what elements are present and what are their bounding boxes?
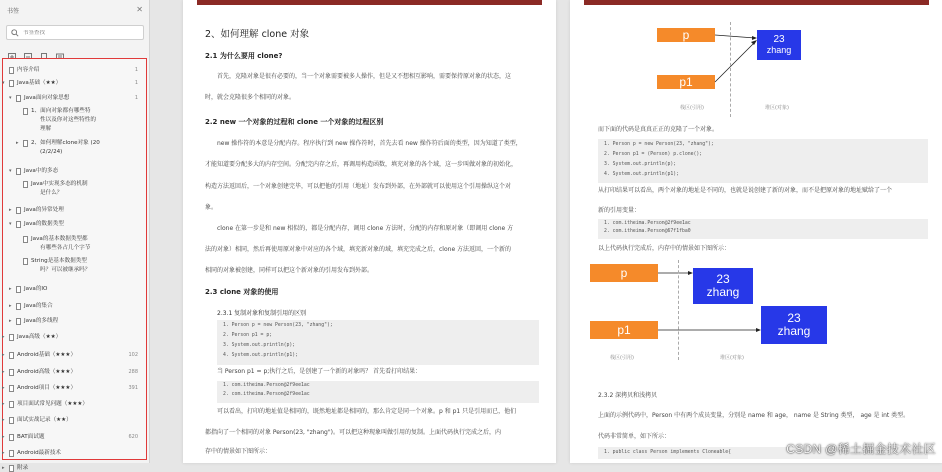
pdf-page-left <box>183 0 556 463</box>
expand-arrow-icon[interactable]: ▸ <box>2 417 5 423</box>
toc-item-label: 内容介绍 <box>17 67 40 73</box>
paragraph-line: 当 Person p1 = p;执行之后，是创建了一个新的对象吗？ 首先看打印结果： <box>217 368 422 375</box>
toc-item-page: 1 <box>134 95 138 101</box>
stack-heap-divider <box>678 260 679 360</box>
page-header-bar <box>584 0 929 5</box>
sidebar-title: 书签 <box>7 8 20 15</box>
toc-item-label: 2、如何理解clone对象 (20 <box>31 140 100 146</box>
toc-item-page: 1 <box>134 67 138 73</box>
collapse-arrow-icon[interactable]: ▾ <box>2 80 5 86</box>
search-icon <box>11 29 19 37</box>
toc-item-label: Android最新技术 <box>17 450 62 456</box>
bookmark-icon <box>9 352 14 359</box>
paragraph-line: 存中的情景如下图所示： <box>205 448 272 455</box>
collapse-arrow-icon[interactable]: ▾ <box>9 221 12 227</box>
toc-item-label: Java的多线程 <box>24 318 59 324</box>
toc-item-label: 1、面向对象都有哪些特 <box>31 108 91 114</box>
object-box <box>757 30 801 60</box>
bookmark-icon <box>16 95 21 102</box>
stack-heap-divider <box>730 22 731 117</box>
toc-item-label: Java的异常处理 <box>24 207 64 213</box>
toc-item-label: 性以及你对这些特性的 <box>40 117 96 123</box>
section-heading: 2、如何理解 clone 对象 <box>205 29 310 40</box>
code-block <box>598 139 928 183</box>
paragraph-line: 都指向了一个相同的对象 Person(23, "zhang")。可以把这种现象叫做引用的复制。上面代码执行完成之后，内 <box>205 429 501 436</box>
expand-arrow-icon[interactable]: ▸ <box>2 401 5 407</box>
bookmark-search-box[interactable] <box>6 25 144 40</box>
expand-arrow-icon[interactable]: ▸ <box>2 385 5 391</box>
code-line: 3. System.out.println(p); <box>604 162 677 167</box>
subsection-heading: 2.1 为什么要用 clone? <box>205 52 283 60</box>
paragraph-line: 时，就会克隆很多个相同的对象。 <box>205 94 296 101</box>
bookmark-icon <box>16 168 21 175</box>
ref-box-p1: p1 <box>590 321 658 339</box>
collapse-all-icon[interactable] <box>24 46 32 54</box>
toc-item-label: String是基本数据类型 <box>31 258 87 264</box>
heap-caption: 堆区(对象) <box>720 355 744 361</box>
subsection-heading: 2.3 clone 对象的使用 <box>205 288 279 296</box>
bookmark-icon <box>23 258 28 265</box>
paragraph-line: 象。 <box>205 204 218 211</box>
bookmark-icon <box>9 434 14 441</box>
bookmark-icon <box>16 221 21 228</box>
expand-all-icon[interactable] <box>8 46 16 54</box>
ref-box-p1: p1 <box>657 75 715 89</box>
code-line: 1. com.itheima.Person@2f9ee1ac <box>223 383 310 388</box>
expand-arrow-icon[interactable]: ▸ <box>9 318 12 324</box>
paragraph-line: new 操作符的本意是分配内存。程序执行到 new 操作符时，首先去看 new 操作符后面的类型，因为知道了类型， <box>217 140 522 147</box>
toc-item-page: 288 <box>128 369 138 375</box>
collapse-arrow-icon[interactable]: ▾ <box>9 95 12 101</box>
paragraph-line: 才能知道要分配多大的内存空间。分配完内存之后，再调用构造函数，填充对象的各个域，这一步叫做对象的初始化， <box>205 161 518 168</box>
bookmark-icon <box>9 417 14 424</box>
toc-item-page: 391 <box>128 385 138 391</box>
paragraph-line: 法的对象）相同，然后再使用原对象中对应的各个域，填充新对象的域，填充完成之后，clone 方法返回，一个新的 <box>205 246 512 253</box>
watermark: CSDN @稀土掘金技术社区 <box>786 442 936 456</box>
toc-item-page: 1 <box>134 80 138 86</box>
paragraph-line: 构造方法返回后，一个对象创建完毕，可以把他的引用（地址）发布到外部，在外部就可以使用这个引用操纵这个对 <box>205 183 512 190</box>
bookmark-icon <box>9 401 14 408</box>
page-header-bar <box>197 0 542 5</box>
toc-item-label: Android项目（★★★） <box>17 385 77 391</box>
expand-arrow-icon[interactable]: ▸ <box>9 303 12 309</box>
add-bookmark-icon[interactable] <box>40 46 48 54</box>
code-block <box>217 381 539 403</box>
paragraph-line: 可以看出，打印的地址值是相同的，既然地址都是相同的，那么肯定是同一个对象。p 和 p1 只是引用而已，他们 <box>217 408 517 415</box>
bookmark-icon <box>9 80 14 87</box>
paragraph-line: clone 在第一步是和 new 相似的，都是分配内存，调用 clone 方法时，分配的内存和原对象（即调用 clone 方 <box>217 225 514 232</box>
reference-arrows <box>715 28 760 90</box>
paragraph-line: 相同的对象被创建，同样可以把这个新对象的引用发布到外部。 <box>205 267 374 274</box>
object-age: 23 <box>716 272 730 287</box>
toc-item-label: Java高级（★★） <box>17 334 62 340</box>
code-line: 1. com.itheima.Person@2f9ee1ac <box>604 221 691 226</box>
toc-item-label: 是什么？ <box>40 190 63 196</box>
code-line: 4. System.out.println(p1); <box>604 172 680 177</box>
code-line: 1. Person p = new Person(23, "zhang"); <box>223 323 333 328</box>
reference-arrows <box>658 268 763 338</box>
code-line: 4. System.out.println(p1); <box>223 353 299 358</box>
toc-item-label: Android高级（★★★） <box>17 369 77 375</box>
paragraph-line: 而下面的代码是真真正正的克隆了一个对象。 <box>598 126 719 133</box>
object-name: zhang <box>766 44 792 55</box>
toc-item-label: Java面向对象思想 <box>24 95 70 101</box>
heap-caption: 堆区(对象) <box>765 105 789 111</box>
toc-item-label: 理解 <box>40 126 52 132</box>
toc-item-page: 102 <box>128 352 138 358</box>
bookmark-icon <box>9 67 14 74</box>
collapse-arrow-icon[interactable]: ▾ <box>9 168 12 174</box>
bookmark-icon <box>9 369 14 376</box>
code-block <box>217 320 539 365</box>
expand-arrow-icon[interactable]: ▸ <box>2 352 5 358</box>
toc-item-label: BAT面试题 <box>17 434 45 440</box>
bookmark-icon <box>9 450 14 457</box>
toc-item-label: 项目面试常见问题（★★★） <box>17 401 88 407</box>
code-line: 2. Person p1 = p; <box>223 333 273 338</box>
bookmark-icon <box>16 318 21 325</box>
bookmark-sidebar <box>0 0 150 471</box>
stack-caption: 栈区(引用) <box>610 355 634 361</box>
toc-item-label: 有哪些各占几个字节 <box>40 245 91 251</box>
pdf-page-right <box>570 0 942 463</box>
paragraph-line: 以上代码执行完成后，内存中的情景如下图所示： <box>598 245 731 252</box>
subsubsection-heading: 2.3.2 深拷贝和浅拷贝 <box>598 392 658 399</box>
code-line: 1. Person p = new Person(23, "zhang"); <box>604 142 714 147</box>
expand-arrow-icon[interactable]: ▸ <box>16 140 19 146</box>
code-line: 2. com.itheima.Person@67f1fba0 <box>604 229 691 234</box>
toc-item-label: Android基础（★★★） <box>17 352 77 358</box>
bookmark-icon <box>9 465 14 472</box>
toc-item-label: Java中的多态 <box>24 168 59 174</box>
expand-arrow-icon[interactable]: ▸ <box>2 334 5 340</box>
expand-arrow-icon[interactable]: ▸ <box>9 286 12 292</box>
expand-arrow-icon[interactable]: ▸ <box>9 207 12 213</box>
bookmark-icon <box>23 108 28 115</box>
code-line: 2. com.itheima.Person@2f9ee1ac <box>223 392 310 397</box>
toc-item-label: Java的集合 <box>24 303 53 309</box>
code-line: 1. public class Person implements Cloneable{ <box>604 450 732 455</box>
expand-arrow-icon[interactable]: ▸ <box>2 434 5 440</box>
expand-arrow-icon[interactable]: ▸ <box>2 450 5 456</box>
paragraph-line: 上面的示例代码中，Person 中有两个成员变量，分别是 name 和 age， name 是 String 类型， age 是 int 类型。 <box>598 412 910 419</box>
sidebar-toolbar <box>8 46 64 54</box>
object-name: zhang <box>777 324 811 338</box>
close-sidebar-icon[interactable]: ✕ <box>136 5 143 14</box>
bookmark-icon <box>9 385 14 392</box>
toc-item-label: 附录 <box>17 465 29 471</box>
object-box-clone <box>761 306 827 344</box>
object-age: 23 <box>787 311 801 326</box>
ref-box-p: p <box>657 28 715 42</box>
toc-item-label: 面试实战记录（★★） <box>17 417 72 423</box>
toc-item-label: (2/2/24) <box>40 149 63 155</box>
stack-caption: 栈区(引用) <box>680 105 704 111</box>
object-name: zhang <box>706 285 740 299</box>
code-line: 2. Person p1 = (Person) p.clone(); <box>604 152 703 157</box>
paragraph-line: 新的引用变量： <box>598 207 641 214</box>
paragraph-line: 首先，克隆对象是很有必要的，当一个对象需要被多人操作，但是又不想相互影响，需要保持原对象的状态，这 <box>217 73 512 80</box>
toc-item-label: Java的数据类型 <box>24 221 64 227</box>
bookmark-search-input[interactable] <box>23 30 133 36</box>
bookmark-icon <box>16 207 21 214</box>
subsubsection-heading: 2.3.1 复制对象和复制引用的区别 <box>217 310 307 317</box>
subsection-heading: 2.2 new 一个对象的过程和 clone 一个对象的过程区别 <box>205 118 384 126</box>
expand-arrow-icon[interactable]: ▸ <box>2 369 5 375</box>
object-age: 23 <box>773 34 785 46</box>
expand-arrow-icon[interactable]: ▸ <box>2 465 5 471</box>
toc-item-label: Java基础（★★） <box>17 80 62 86</box>
toc-item-label: 吗？可以被继承吗？ <box>40 267 91 273</box>
code-line: 3. System.out.println(p); <box>223 343 296 348</box>
bookmark-icon <box>16 286 21 293</box>
toc-item-page: 620 <box>128 434 138 440</box>
paragraph-line: 代码非常简单，如下所示： <box>598 433 671 440</box>
bookmark-icon <box>16 303 21 310</box>
toc-item-label: Java的IO <box>24 286 48 292</box>
paragraph-line: 从打印结果可以看出，两个对象的地址是不同的，也就是说创建了新的对象，而不是把原对象的地址赋给了一个 <box>598 187 893 194</box>
bookmark-tree <box>2 58 147 471</box>
bookmark-options-icon[interactable] <box>56 46 64 54</box>
bookmark-icon <box>9 334 14 341</box>
toc-item-label: Java的基本数据类型都 <box>31 236 88 242</box>
bookmark-icon <box>23 181 28 188</box>
bookmark-icon <box>23 140 28 147</box>
code-block <box>598 219 928 239</box>
ref-box-p: p <box>590 264 658 282</box>
toc-item-label: Java中实现多态的机制 <box>31 181 88 187</box>
bookmark-icon <box>23 236 28 243</box>
